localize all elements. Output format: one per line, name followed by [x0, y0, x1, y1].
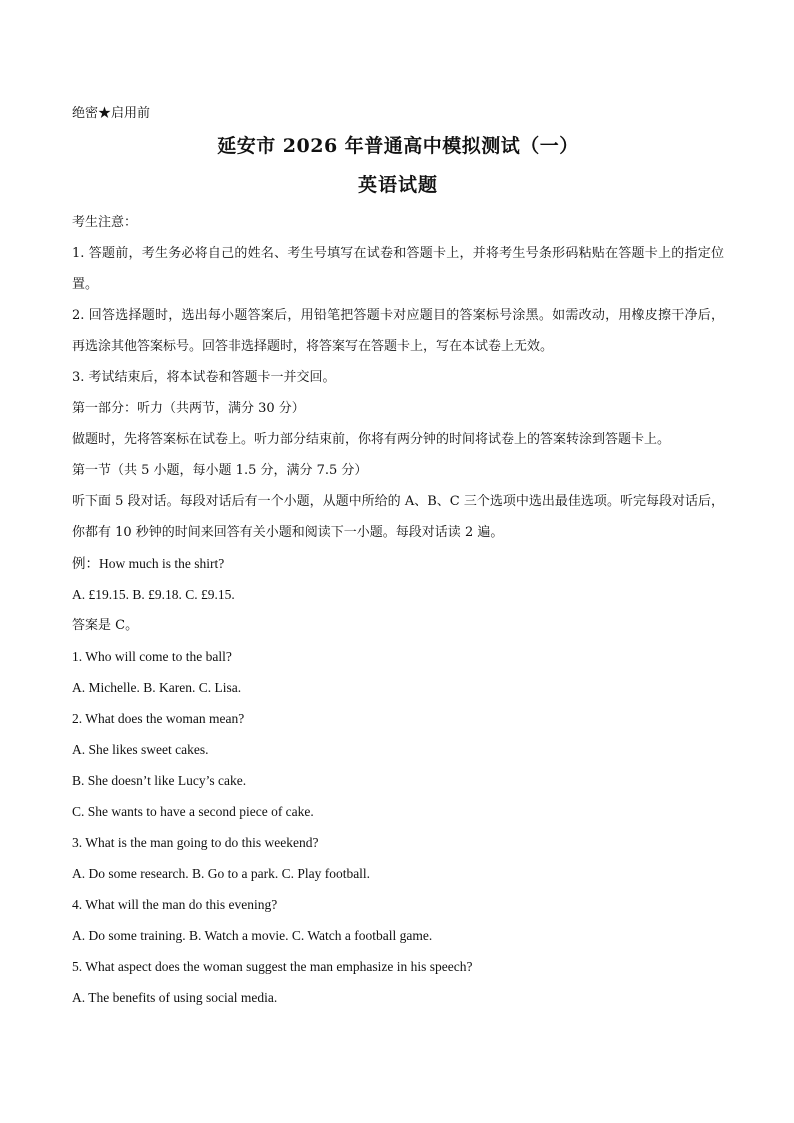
question-4: 4. What will the man do this evening?: [72, 897, 278, 912]
notice-item-2: 2. 回答选择题时，选出每小题答案后，用铅笔把答题卡对应题目的答案标号涂黑。如需改动，用橡皮擦干净后，再选涂其他答案标号。回答非选择题时，将答案写在答题卡上，写在本试卷上无效。: [72, 308, 724, 354]
question-5: 5. What aspect does the woman suggest the man emphasize in his speech?: [72, 959, 473, 974]
question-2-option-c: C. She wants to have a second piece of cake.: [72, 804, 314, 819]
secrecy-label: 绝密★启用前: [72, 106, 151, 121]
exam-content: [72, 104, 724, 1013]
exam-subtitle: 英语试题: [357, 174, 438, 196]
notice-item-3: 3. 考试结束后，将本试卷和答题卡一并交回。: [72, 370, 336, 385]
notice-heading: 考生注意：: [72, 215, 138, 230]
example-answer: 答案是 C。: [72, 618, 139, 633]
example-options: A. £19.15. B. £9.18. C. £9.15.: [72, 587, 235, 602]
part-one-instruction: 做题时，先将答案标在试卷上。听力部分结束前，你将有两分钟的时间将试卷上的答案转涂到答题卡上。: [72, 432, 671, 447]
question-2-option-b: B. She doesn’t like Lucy’s cake.: [72, 773, 247, 788]
part-one-heading: 第一部分：听力（共两节，满分 30 分）: [72, 401, 305, 416]
example-question: 例：How much is the shirt?: [72, 556, 225, 571]
question-5-option-a: A. The benefits of using social media.: [72, 990, 278, 1005]
question-2-option-a: A. She likes sweet cakes.: [72, 742, 209, 757]
notice-item-1: 1. 答题前，考生务必将自己的姓名、考生号填写在试卷和答题卡上，并将考生号条形码粘贴在答题卡上的指定位置。: [72, 246, 724, 292]
question-4-options: A. Do some training. B. Watch a movie. C. Watch a football game.: [72, 928, 433, 943]
question-3-options: A. Do some research. B. Go to a park. C. Play football.: [72, 866, 371, 881]
question-3: 3. What is the man going to do this weekend?: [72, 835, 319, 850]
question-1: 1. Who will come to the ball?: [72, 649, 232, 664]
section-one-heading: 第一节（共 5 小题，每小题 1.5 分，满分 7.5 分）: [72, 463, 368, 478]
question-2: 2. What does the woman mean?: [72, 711, 245, 726]
exam-body: [72, 207, 724, 1013]
section-one-instruction: 听下面 5 段对话。每段对话后有一个小题，从题中所给的 A、B、C 三个选项中选出最佳选项。听完每段对话后，你都有 10 秒钟的时间来回答有关小题和阅读下一小题。每段对话读 2 遍。: [72, 494, 724, 540]
exam-title: 延安市 2026 年普通高中模拟测试（一）: [217, 135, 579, 157]
question-1-options: A. Michelle. B. Karen. C. Lisa.: [72, 680, 242, 695]
